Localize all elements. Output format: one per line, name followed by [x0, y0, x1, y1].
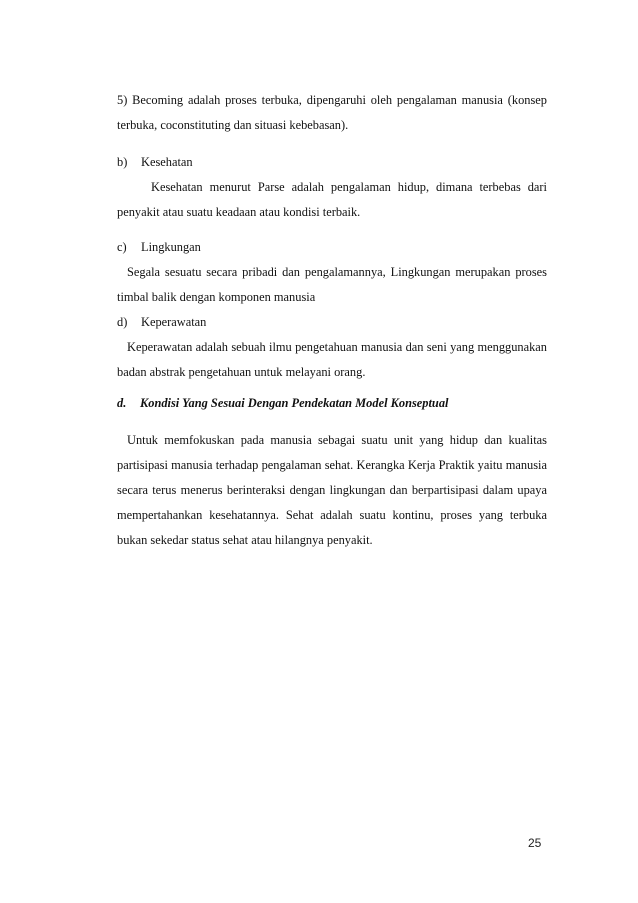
item-5-paragraph: 5) Becoming adalah proses terbuka, dipengaruhi oleh pengalaman manusia (konsep terbuka, coconstituting dan situasi kebebasan).	[117, 93, 547, 132]
section-b-marker: b)	[117, 155, 128, 169]
page-number: 25	[528, 836, 542, 850]
heading-d	[117, 391, 547, 416]
heading-d-title: Kondisi Yang Sesuai Dengan Pendekatan Model Konseptual	[140, 396, 449, 410]
section-c-title: Lingkungan	[141, 240, 201, 254]
section-c-heading	[117, 235, 547, 260]
section-c-body: Segala sesuatu secara pribadi dan pengalamannya, Lingkungan merupakan proses timbal balik dengan komponen manusia	[117, 265, 547, 304]
section-b-body: Kesehatan menurut Parse adalah pengalaman hidup, dimana terbebas dari penyakit atau suatu keadaan atau kondisi terbaik.	[117, 180, 547, 219]
heading-d-marker: d.	[117, 396, 127, 410]
section-c-marker: c)	[117, 240, 127, 254]
section-d-title: Keperawatan	[141, 315, 207, 329]
section-b-title: Kesehatan	[141, 155, 193, 169]
section-d-body: Keperawatan adalah sebuah ilmu pengetahuan manusia dan seni yang menggunakan badan abstrak pengetahuan untuk melayani orang.	[117, 340, 547, 379]
section-b-heading	[117, 150, 547, 175]
final-paragraph: Untuk memfokuskan pada manusia sebagai suatu unit yang hidup dan kualitas partisipasi manusia terhadap pengalaman sehat. Kerangka Kerja Praktik yaitu manusia secara terus menerus berinteraksi dengan lingkungan dan berpartisipasi dalam upaya mempertahankan kesehatannya. Sehat adalah suatu kontinu, proses yang terbuka bukan sekedar status sehat atau hilangnya penyakit.	[117, 433, 547, 547]
page-content	[117, 88, 547, 553]
section-d-heading	[117, 310, 547, 335]
section-d-marker: d)	[117, 315, 128, 329]
